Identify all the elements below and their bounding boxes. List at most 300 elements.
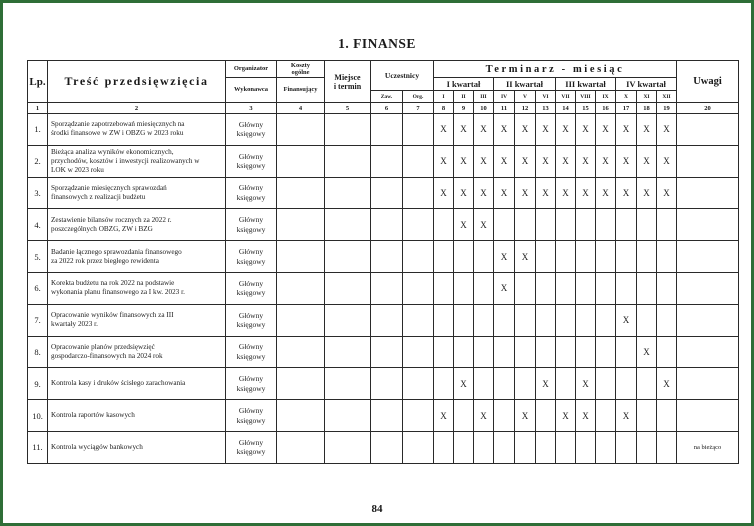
month-mark [616, 431, 637, 463]
task-description [48, 304, 226, 336]
row-number: 2. [28, 145, 48, 177]
task-description [48, 400, 226, 432]
organizer-line: Główny [238, 310, 264, 320]
month-mark [536, 400, 556, 432]
organizer [226, 336, 277, 368]
zaw-cell [371, 368, 403, 400]
month-mark: X [515, 145, 536, 177]
task-description-line: Kontrola wyciągów bankowych [51, 442, 143, 451]
month-mark [474, 336, 494, 368]
column-number: 13 [536, 103, 556, 114]
uwagi-cell [677, 304, 739, 336]
organizer-line: księgowy [236, 447, 266, 457]
month-mark [596, 400, 616, 432]
month-mark: X [515, 177, 536, 209]
uwagi-header: Uwagi [677, 61, 739, 103]
month-mark: X [556, 177, 576, 209]
organizer-line: Główny [238, 119, 264, 129]
table-row [28, 336, 739, 368]
row-number: 6. [28, 272, 48, 304]
month-mark [454, 304, 474, 336]
org-cell [403, 400, 434, 432]
month-mark: X [576, 177, 596, 209]
month-header-7: VII [556, 91, 576, 103]
month-header-1: I [434, 91, 454, 103]
month-mark: X [576, 114, 596, 146]
organizer-line: Główny [238, 151, 264, 161]
miejsce-cell [325, 177, 371, 209]
miejsce-cell [325, 272, 371, 304]
organizer-line: Główny [238, 183, 264, 193]
miejsce-header-line-1: Miejsce [334, 72, 361, 82]
month-mark [576, 431, 596, 463]
uwagi-cell [677, 209, 739, 241]
month-mark [434, 209, 454, 241]
month-mark: X [536, 177, 556, 209]
organizer-line: Główny [238, 437, 264, 447]
organizer-line: księgowy [236, 192, 266, 202]
zaw-cell [371, 336, 403, 368]
koszty-cell [277, 145, 325, 177]
month-mark [454, 400, 474, 432]
task-description-line: Badanie łącznego sprawozdania finansowego [51, 247, 182, 256]
miejsce-header [325, 61, 371, 103]
organizer-line: Główny [238, 278, 264, 288]
table-row [28, 368, 739, 400]
month-mark [494, 431, 515, 463]
column-number: 12 [515, 103, 536, 114]
header-row-1 [28, 61, 739, 78]
zaw-cell [371, 272, 403, 304]
koszty-header [277, 61, 325, 78]
month-mark [494, 400, 515, 432]
table-row [28, 241, 739, 273]
task-description [48, 431, 226, 463]
month-mark: X [515, 241, 536, 273]
task-description [48, 209, 226, 241]
koszty-cell [277, 114, 325, 146]
month-mark [515, 431, 536, 463]
koszty-cell [277, 304, 325, 336]
miejsce-cell [325, 336, 371, 368]
table-row [28, 304, 739, 336]
organizer-line: księgowy [236, 288, 266, 298]
page-number: 84 [371, 503, 383, 515]
org-cell [403, 431, 434, 463]
koszty-cell [277, 431, 325, 463]
column-number: 18 [637, 103, 657, 114]
column-number: 6 [371, 103, 403, 114]
month-mark: X [637, 177, 657, 209]
miejsce-cell [325, 431, 371, 463]
task-description-line: środki finansowe w ZW i OBZG w 2023 roku [51, 129, 184, 138]
column-number: 17 [616, 103, 637, 114]
month-mark [637, 209, 657, 241]
task-description-line: Korekta budżetu na rok 2022 na podstawie [51, 279, 175, 288]
column-number: 19 [657, 103, 677, 114]
month-mark [494, 336, 515, 368]
month-mark: X [637, 336, 657, 368]
column-number: 2 [48, 103, 226, 114]
column-number: 4 [277, 103, 325, 114]
month-mark [434, 241, 454, 273]
org-cell [403, 177, 434, 209]
task-description-line: poszczególnych OBZG, ZW i BZG [51, 224, 153, 233]
uwagi-cell [677, 241, 739, 273]
month-mark [596, 336, 616, 368]
month-mark: X [494, 145, 515, 177]
month-mark [596, 368, 616, 400]
org-cell [403, 241, 434, 273]
month-mark [637, 368, 657, 400]
month-mark [536, 209, 556, 241]
month-mark: X [637, 145, 657, 177]
task-description-line: finansowych z realizacji budżetu [51, 192, 146, 201]
month-mark: X [576, 400, 596, 432]
organizer-line: księgowy [236, 224, 266, 234]
task-description-line: przychodów, kosztów i inwestycji realizowanych w [51, 156, 200, 165]
month-mark [454, 272, 474, 304]
month-mark: X [434, 177, 454, 209]
miejsce-cell [325, 304, 371, 336]
koszty-cell [277, 272, 325, 304]
row-number: 3. [28, 177, 48, 209]
month-mark [616, 272, 637, 304]
month-mark [474, 304, 494, 336]
month-mark [556, 431, 576, 463]
organizer [226, 400, 277, 432]
month-mark: X [474, 145, 494, 177]
organizer [226, 177, 277, 209]
task-description [48, 114, 226, 146]
org-cell [403, 304, 434, 336]
kwartal-2-header: II kwartał [494, 78, 556, 91]
organizer [226, 145, 277, 177]
organizer-line: księgowy [236, 383, 266, 393]
column-number: 11 [494, 103, 515, 114]
month-mark: X [576, 368, 596, 400]
koszty-header-line-1: Koszty [290, 61, 311, 69]
month-mark [494, 304, 515, 336]
row-number: 1. [28, 114, 48, 146]
month-mark [596, 304, 616, 336]
koszty-cell [277, 209, 325, 241]
month-header-9: IX [596, 91, 616, 103]
organizer [226, 114, 277, 146]
page-title: 1. FINANSE [338, 36, 416, 51]
column-number: 20 [677, 103, 739, 114]
uwagi-cell [677, 272, 739, 304]
month-mark [657, 241, 677, 273]
organizer-line: księgowy [236, 351, 266, 361]
month-mark [637, 431, 657, 463]
organizer-line: Główny [238, 374, 264, 384]
column-number: 8 [434, 103, 454, 114]
month-mark [556, 209, 576, 241]
org-cell [403, 145, 434, 177]
task-description [48, 177, 226, 209]
month-header-3: III [474, 91, 494, 103]
month-mark [556, 272, 576, 304]
month-mark [657, 272, 677, 304]
table-row [28, 400, 739, 432]
month-header-12: XII [657, 91, 677, 103]
task-description [48, 241, 226, 273]
month-mark [556, 368, 576, 400]
month-mark [576, 304, 596, 336]
month-mark [657, 431, 677, 463]
month-mark: X [596, 177, 616, 209]
task-description-line: Opracowanie wyników finansowych za III [51, 311, 174, 320]
miejsce-cell [325, 209, 371, 241]
column-number: 16 [596, 103, 616, 114]
zaw-cell [371, 145, 403, 177]
column-number: 3 [226, 103, 277, 114]
miejsce-cell [325, 368, 371, 400]
lp-header: Lp. [28, 61, 48, 103]
zaw-header: Zaw. [371, 91, 403, 103]
month-mark [454, 431, 474, 463]
column-number: 7 [403, 103, 434, 114]
month-mark [536, 431, 556, 463]
task-description-line: wykonania planu finansowego za I kw. 2023 r. [51, 288, 185, 297]
row-number: 4. [28, 209, 48, 241]
month-mark: X [515, 114, 536, 146]
task-description-line: LOK w 2023 roku [51, 165, 104, 174]
task-description-line: gospodarczo-finansowych na 2024 rok [51, 351, 163, 360]
month-mark [515, 368, 536, 400]
koszty-cell [277, 177, 325, 209]
month-mark [616, 368, 637, 400]
table-row [28, 145, 739, 177]
task-description [48, 368, 226, 400]
month-mark [474, 431, 494, 463]
task-description [48, 272, 226, 304]
month-mark: X [494, 241, 515, 273]
miejsce-cell [325, 145, 371, 177]
month-mark [536, 272, 556, 304]
month-mark: X [434, 400, 454, 432]
month-mark [474, 272, 494, 304]
month-mark [616, 209, 637, 241]
month-mark [515, 304, 536, 336]
table-row [28, 114, 739, 146]
organizer-line: Główny [238, 215, 264, 225]
month-mark: X [596, 114, 616, 146]
month-mark [596, 241, 616, 273]
month-mark: X [454, 177, 474, 209]
month-mark [474, 368, 494, 400]
koszty-cell [277, 336, 325, 368]
month-mark: X [596, 145, 616, 177]
month-mark [576, 272, 596, 304]
column-number: 14 [556, 103, 576, 114]
month-mark: X [616, 145, 637, 177]
month-mark: X [657, 145, 677, 177]
month-mark: X [556, 145, 576, 177]
org-cell [403, 209, 434, 241]
uwagi-cell [677, 400, 739, 432]
month-mark: X [657, 114, 677, 146]
month-mark: X [556, 114, 576, 146]
month-mark [434, 336, 454, 368]
month-header-6: VI [536, 91, 556, 103]
organizer [226, 272, 277, 304]
miejsce-cell [325, 241, 371, 273]
month-mark: X [474, 114, 494, 146]
zaw-cell [371, 241, 403, 273]
month-mark [576, 209, 596, 241]
uwagi-cell: na bieżąco [677, 431, 739, 463]
month-mark: X [657, 177, 677, 209]
month-mark: X [454, 114, 474, 146]
task-description-line: Zestawienie bilansów rocznych za 2022 r. [51, 215, 172, 224]
month-mark [515, 272, 536, 304]
month-mark: X [657, 368, 677, 400]
month-header-11: XI [637, 91, 657, 103]
finansujacy-header: Finansujący [277, 78, 325, 103]
organizer-line: Główny [238, 342, 264, 352]
month-mark [596, 272, 616, 304]
column-number: 15 [576, 103, 596, 114]
task-description-line: Bieżąca analiza wyników ekonomicznych, [51, 147, 174, 156]
organizer [226, 209, 277, 241]
month-mark [536, 241, 556, 273]
kwartal-1-header: I kwartał [434, 78, 494, 91]
miejsce-cell [325, 400, 371, 432]
month-mark [657, 209, 677, 241]
month-mark: X [494, 114, 515, 146]
month-mark: X [616, 177, 637, 209]
org-cell [403, 114, 434, 146]
organizer [226, 431, 277, 463]
month-mark: X [576, 145, 596, 177]
schedule-table [27, 60, 739, 464]
month-mark [515, 209, 536, 241]
row-number: 10. [28, 400, 48, 432]
wykonawca-header: Wykonawca [226, 78, 277, 103]
month-mark [536, 304, 556, 336]
month-mark: X [515, 400, 536, 432]
month-mark [576, 241, 596, 273]
month-mark [434, 272, 454, 304]
row-number: 11. [28, 431, 48, 463]
month-mark [434, 368, 454, 400]
org-header: Org. [403, 91, 434, 103]
month-mark [576, 336, 596, 368]
month-mark: X [474, 209, 494, 241]
koszty-cell [277, 400, 325, 432]
zaw-cell [371, 431, 403, 463]
column-number: 9 [454, 103, 474, 114]
terminarz-header: Terminarz - miesiąc [434, 61, 677, 78]
month-mark: X [616, 114, 637, 146]
organizer [226, 304, 277, 336]
month-mark [637, 400, 657, 432]
month-mark: X [434, 145, 454, 177]
month-mark [637, 272, 657, 304]
month-mark [556, 241, 576, 273]
koszty-header-line-2: ogólne [291, 69, 310, 76]
month-mark: X [454, 209, 474, 241]
koszty-cell [277, 368, 325, 400]
koszty-cell [277, 241, 325, 273]
month-mark [454, 336, 474, 368]
table-row [28, 272, 739, 304]
uwagi-cell [677, 114, 739, 146]
month-header-2: II [454, 91, 474, 103]
task-description-line: Opracowanie planów przedsięwzięć [51, 342, 155, 351]
month-mark: X [454, 368, 474, 400]
organizator-header: Organizator [226, 61, 277, 78]
miejsce-header-line-2: i termin [333, 81, 362, 91]
organizer-line: księgowy [236, 320, 266, 330]
month-header-10: X [616, 91, 637, 103]
organizer-line: księgowy [236, 256, 266, 266]
month-mark: X [616, 304, 637, 336]
month-mark [556, 304, 576, 336]
month-mark [536, 336, 556, 368]
month-mark: X [637, 114, 657, 146]
month-mark [637, 304, 657, 336]
task-description-line: Kontrola raportów kasowych [51, 411, 135, 420]
month-mark: X [454, 145, 474, 177]
month-mark [494, 368, 515, 400]
table-row [28, 209, 739, 241]
month-mark: X [474, 177, 494, 209]
miejsce-cell [325, 114, 371, 146]
org-cell [403, 336, 434, 368]
task-description-line: Sporządzanie zapotrzebowań miesięcznych na [51, 120, 185, 129]
organizer-line: Główny [238, 247, 264, 257]
zaw-cell [371, 209, 403, 241]
month-mark [616, 336, 637, 368]
month-mark: X [556, 400, 576, 432]
month-mark: X [494, 177, 515, 209]
month-mark [596, 431, 616, 463]
zaw-cell [371, 177, 403, 209]
task-description-line: za 2022 rok przez biegłego rewidenta [51, 256, 159, 265]
kwartal-4-header: IV kwartał [616, 78, 677, 91]
column-number: 5 [325, 103, 371, 114]
kwartal-3-header: III kwartał [556, 78, 616, 91]
month-mark [616, 241, 637, 273]
column-number: 10 [474, 103, 494, 114]
organizer-line: księgowy [236, 161, 266, 171]
month-mark [596, 209, 616, 241]
task-description-line: Sporządzanie miesięcznych sprawozdań [51, 183, 167, 192]
task-description-line: kwartały 2023 r. [51, 320, 98, 329]
task-description-line: Kontrola kasy i druków ścisłego zarachowania [51, 379, 186, 388]
column-number-row [28, 103, 739, 114]
month-mark [434, 304, 454, 336]
column-number: 1 [28, 103, 48, 114]
zaw-cell [371, 304, 403, 336]
month-mark [454, 241, 474, 273]
month-mark: X [434, 114, 454, 146]
month-mark: X [536, 368, 556, 400]
month-header-5: V [515, 91, 536, 103]
month-mark: X [494, 272, 515, 304]
month-mark [657, 400, 677, 432]
month-mark: X [536, 114, 556, 146]
uczestnicy-header: Uczestnicy [371, 61, 434, 91]
uwagi-cell [677, 336, 739, 368]
table-row [28, 177, 739, 209]
task-description [48, 145, 226, 177]
table-row [28, 431, 739, 463]
month-mark: X [616, 400, 637, 432]
